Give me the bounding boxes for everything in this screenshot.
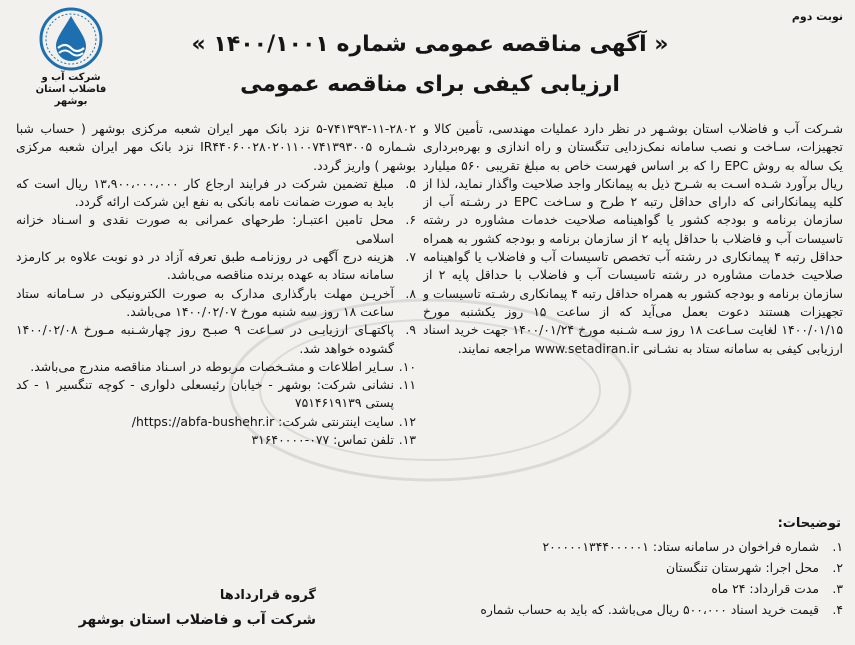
notes-heading: توضیحات: bbox=[777, 516, 841, 531]
signature-department: گروه قراردادها bbox=[219, 588, 316, 603]
item-number: ۶. bbox=[405, 212, 416, 228]
item-text: ۵-۷۴۱۳۹۳-۱۱-۲۸۰۲ نزد بانک مهر ایران شعبه مرکزی بوشهر ( حساب شبا شـماره IR۴۴۰۶۰۰۲۸۰۲۰۱۱۰۰۷۴۱۳۹۳۰۰۵ نزد بانک مهر ایران شعبه مرکزی بوشهر ) واریز گردد. bbox=[16, 121, 416, 173]
item-number: ۹. bbox=[405, 322, 416, 338]
signature-company: شرکت آب و فاضلاب استان بوشهر bbox=[78, 612, 316, 628]
item-number: ۲. bbox=[832, 560, 843, 575]
logo-caption-line1: شرکت آب و bbox=[41, 72, 101, 83]
list-item bbox=[423, 536, 843, 557]
company-logo bbox=[16, 6, 126, 118]
list-item bbox=[16, 248, 416, 285]
item-text: آخریـن مهلت بارگذاری مدارک به صورت الکترونیکی در سـامانه ستاد ساعت ۱۸ روز سه شنبه مورخ ۱۴۰۰/۰۲/۰۷ می‌باشد. bbox=[16, 285, 394, 319]
item-number: ۱۳. bbox=[398, 432, 416, 448]
item-text: محل تامین اعتبـار: طرحهای عمرانی به صورت نقدی و اسـناد خزانه اسلامی bbox=[16, 212, 394, 246]
item-text: مدت قرارداد: ۲۴ ماه bbox=[711, 581, 819, 596]
item-text: شماره فراخوان در سامانه ستاد: ۲۰۰۰۰۰۱۳۴۴۰۰۰۰۰۱ bbox=[542, 539, 819, 554]
notice-title: « آگهی مناقصه عمومی شماره ۱۴۰۰/۱۰۰۱ » bbox=[191, 32, 669, 57]
item-text: مبلغ تضمین شرکت در فرایند ارجاع کار ۱۳،۹۰۰،۰۰۰،۰۰۰ ریال است که باید به صورت ضمانت نامه بانکی به نفع این شرکت ارائه گردد. bbox=[16, 175, 394, 210]
logo-caption-line2: فاضلاب استان bbox=[35, 84, 107, 95]
item-number: ۴. bbox=[832, 602, 843, 617]
logo-caption-line3: بوشهر bbox=[54, 96, 88, 107]
notes-list bbox=[423, 536, 843, 644]
list-item bbox=[423, 599, 843, 620]
list-item bbox=[16, 376, 416, 413]
item-text: نشانی شرکت: بوشهر - خیابان رئیسعلی دلواری - کوچه تنگسیر ۱ - کد پستی ۷۵۱۴۶۱۹۱۳۹ bbox=[16, 377, 394, 411]
list-item bbox=[16, 321, 416, 358]
item-text: سایت اینترنتی شرکت: https://abfa-bushehr.ir/ bbox=[131, 413, 394, 429]
water-drop-logo-icon bbox=[38, 6, 104, 72]
item-text: هزینه درج آگهی در روزنامـه طبق تعرفه آزاد در دو نوبت علاوه بر کارمزد سامانه ستاد به عهده برنده مناقصه می‌باشد. bbox=[16, 249, 394, 283]
list-item bbox=[16, 413, 416, 431]
conditions-column bbox=[16, 120, 416, 590]
item-text: سـایر اطلاعات و مشـخصات مربوطه در اسـناد مناقصه مندرج می‌باشد. bbox=[30, 358, 394, 374]
item-number: ۱. bbox=[832, 539, 843, 554]
intro-paragraph-column bbox=[423, 120, 843, 490]
item-text: قیمت خرید اسناد ۵۰۰،۰۰۰ ریال می‌باشد. که باید به حساب شماره bbox=[480, 602, 819, 617]
item-number: ۸. bbox=[405, 285, 416, 301]
item-number: ۵. bbox=[405, 175, 416, 191]
list-item bbox=[16, 431, 416, 449]
notice-subtitle: ارزیابی کیفی برای مناقصه عمومی bbox=[240, 72, 620, 97]
item-number: ۳. bbox=[832, 581, 843, 596]
intro-paragraph: شـرکت آب و فاضلاب استان بوشـهر در نظر دارد عملیات مهندسی، تأمین کالا و تجهیزات، سـاخت و نصب سامانه نمک‌زدایی تنگستان و راه اندازی و بهره‌برداری یک ساله به روش EPC را که بر اساس فهرست خاص به مبلغ تقریبی ۵۶۰ میلیارد ریال برآورد شـده اسـت به شـرح ذیل به پیمانکار واجد صلاحیت واگذار نماید، لذا از کلیه پیمانکارانی که دارای حداقل رتبه ۲ طرح و سـاخت EPC در رشـته آب از سازمان برنامه و بودجه کشور یا گواهینامه صلاحیت خدمات مشاوره در رشته تاسیسات آب و فاضلاب با حداقل پایه ۲ از سازمان برنامه و بودجه کشور به همراه حداقل رتبه ۴ پیمانکاری در رشته آب تخصص تاسیسات آب و فاضلاب یا گواهینامه صلاحیت خدمات مشاوره در رشته تاسیسات آب و فاضلاب با حداقل پایه ۲ از سازمان برنامه و بودجه کشور به همراه حداقل رتبه ۴ پیمانکاری رشـته تاسیسات و تجهیزات هستند دعوت بعمل می‌آید که از ساعت ۱۵ روز یکشنبه مورخ ۱۴۰۰/۰۱/۱۵ لغایت سـاعت ۱۸ روز سـه شـنبه مورخ ۱۴۰۰/۰۱/۲۴ جهت خرید اسناد ارزیابی کیفی به سامانه ستاد به نشـانی www.setadiran.ir مراجعه نمایند. bbox=[423, 121, 843, 356]
item-number: ۱۲. bbox=[398, 413, 416, 429]
item-number: ۷. bbox=[405, 249, 416, 265]
list-item bbox=[16, 175, 416, 212]
list-item bbox=[16, 120, 416, 175]
item-text: تلفن تماس: ۰۷۷-۳۱۶۴۰۰۰۰ bbox=[251, 432, 394, 448]
list-item bbox=[16, 358, 416, 376]
list-item bbox=[423, 578, 843, 599]
item-number: ۱۰. bbox=[398, 358, 416, 374]
item-number: ۱۱. bbox=[398, 377, 416, 393]
publication-round-badge: نوبت دوم bbox=[791, 10, 843, 23]
item-text: پاکتهـای ارزیابـی در سـاعت ۹ صبـح روز چهارشـنبه مـورخ ۱۴۰۰/۰۲/۰۸ گشوده خواهد شد. bbox=[16, 322, 394, 356]
list-item bbox=[423, 557, 843, 578]
list-item bbox=[16, 285, 416, 322]
list-item bbox=[16, 211, 416, 248]
item-text: محل اجرا: شهرستان تنگستان bbox=[665, 560, 819, 575]
